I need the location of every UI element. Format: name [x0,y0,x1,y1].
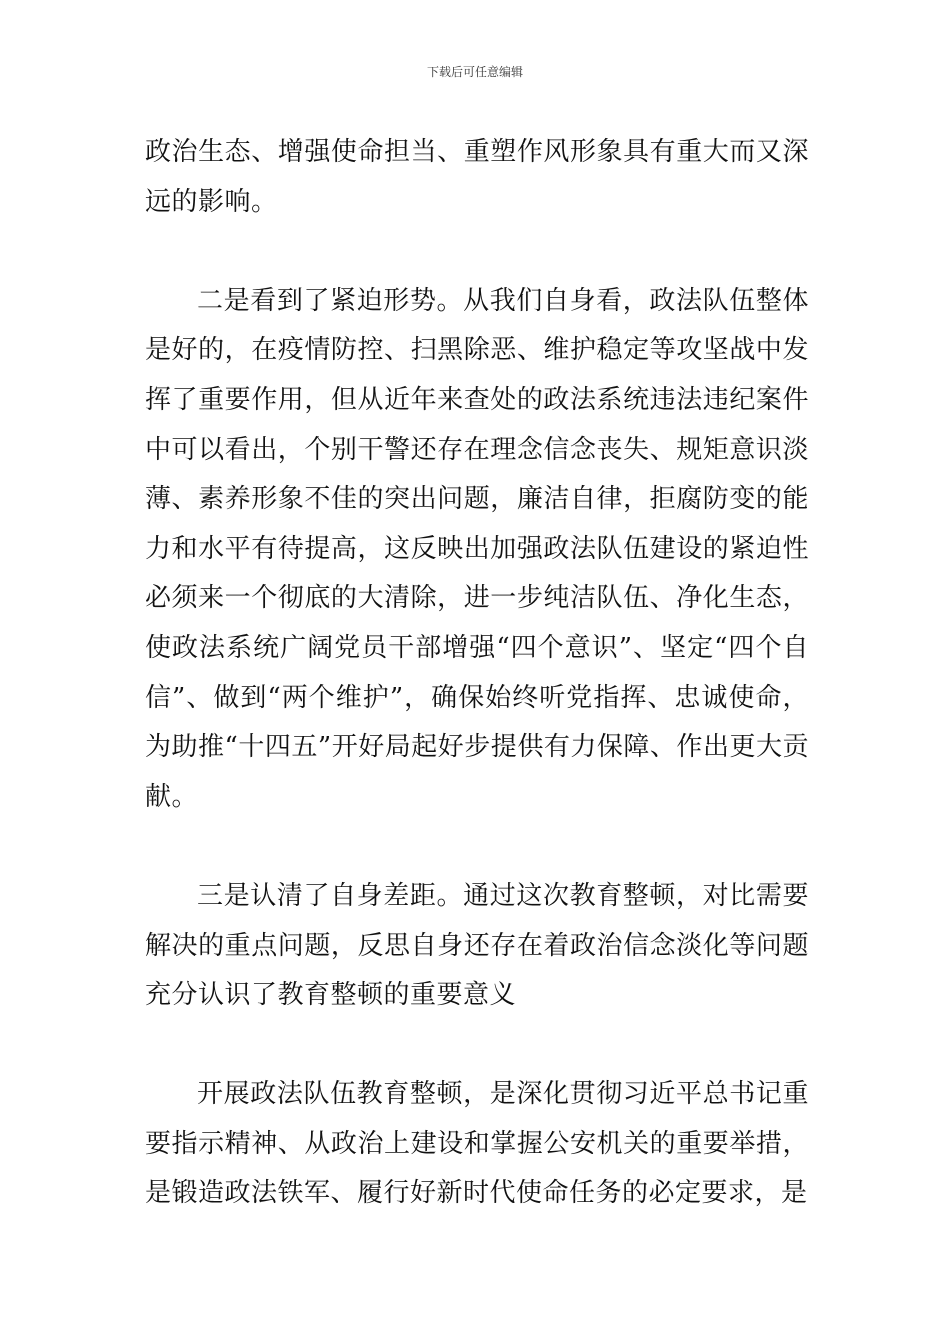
paragraph-2: 二是看到了紧迫形势。从我们自身看，政法队伍整体是好的，在疫情防控、扫黑除恶、维护稳定等攻坚战中发挥了重要作用，但从近年来查处的政法系统违法违纪案件中可以看出，个别干警还存在理念信念丧失、规矩意识淡薄、素养形象不佳的突出问题，廉洁自律，拒腐防变的能力和水平有待提高，这反映出加强政法队伍建设的紧迫性必须来一个彻底的大清除，进一步纯洁队伍、净化生态，使政法系统广阔党员干部增强“四个意识”、坚定“四个自信”、做到“两个维护”，确保始终听党指挥、忠诚使命，为助推“十四五”开好局起好步提供有力保障、作出更大贡献。 [145,285,809,812]
paragraph-1: 政治生态、增强使命担当、重塑作风形象具有重大而又深远的影响。 [145,137,809,217]
paragraph-3: 三是认清了自身差距。通过这次教育整顿，对比需要解决的重点问题，反思自身还存在着政治信念淡化等问题充分认识了教育整顿的重要意义 [145,880,809,1011]
paragraph-4: 开展政法队伍教育整顿，是深化贯彻习近平总书记重要指示精神、从政治上建设和掌握公安机关的重要举措，是锻造政法铁军、履行好新时代使命任务的必定要求，是 [145,1079,809,1209]
document-body [145,128,809,1219]
page-header: 下载后可任意编辑 [426,65,523,79]
paragraph-gap [145,1021,809,1071]
paragraph-gap [145,227,809,277]
paragraph-gap [145,822,809,872]
